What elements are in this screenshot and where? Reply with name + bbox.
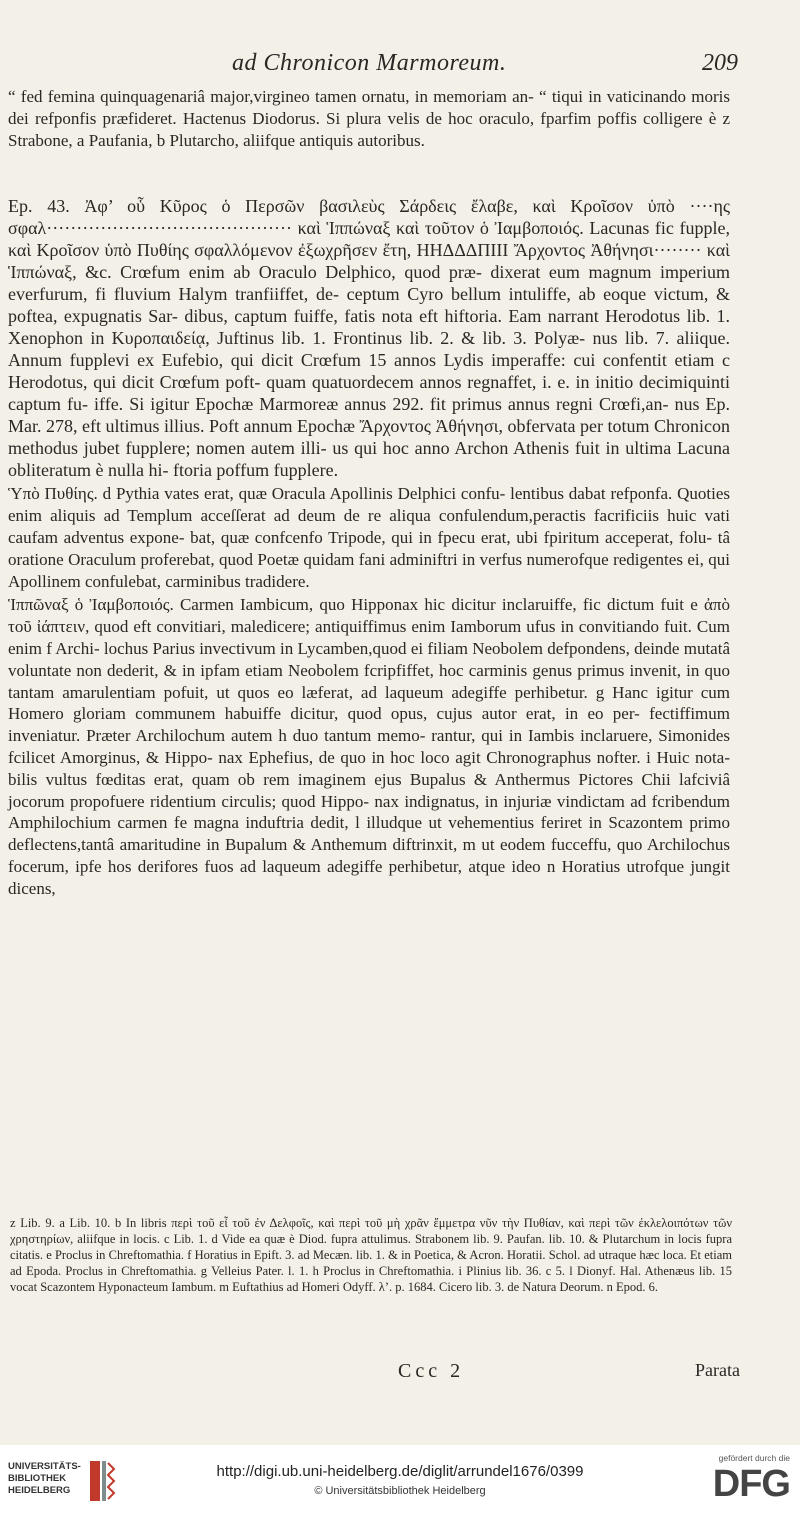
- copyright-notice: © Universitätsbibliothek Heidelberg: [314, 1485, 486, 1497]
- library-name: UNIVERSITÄTS- BIBLIOTHEK HEIDELBERG: [8, 1461, 81, 1496]
- dfg-logo-icon: DFG: [712, 1463, 790, 1505]
- funder-logo[interactable]: [670, 1453, 790, 1509]
- catchword: Parata: [695, 1360, 740, 1380]
- paragraph-hipponax: Ἱππῶναξ ὁ Ἰαμβοποιός. Carmen Iambicum, quo Hipponax hic dicitur inclaruiffe, fic dictum fuit e ἀπὸ τοῦ ἰάπτειν, quod eft convitiari, maledicere; antiquiffimus enim Iamborum ufus in convitiando fuit. Cum enim f Archi- lochus Parius invectivum in Lycamben,quod ei filiam Neobolem defpondens, deinde mutatâ voluntate non dederit, & in ipfam etiam Neobolem fcripfiffet, hoc carminis genus primus invenit, in quo tantam amarulentiam pofuit, ut quos eo læferat, ad laqueum adegiffe perhibetur. g Hanc igitur cum Homero gloriam communem habuiffe dicitur, quod opus, cujus autor erat, in eo per- fectiffimum inveniatur. Præter Archilochum autem h duo tantum memo- rantur, qui in Iambis inclaruere, Simonides fcilicet Amorginus, & Hippo- nax Ephefius, de quo in hoc loco agit Chronographus nofter. i Huic nota- bilis vultus fœditas erat, quam ob rem imaginem ejus Bupalus & Anthermus Pictores Chii lafciviâ jocorum propofuere ridentium circulis; quod Hippo- nax indignatus, in injuriæ vindictam ad fcribendum Amphilochium carmen fe magna induftria dedit, l illudque ut vehementius feriret in Scazontem primo deflectens,tantâ amaritudine in Bupalum & Anthemum diftrinxit, m ut eodem fucceffu, quo Archilochus focerum, ipfe hos derifores fuos ad laqueum adegiffe perhibetur, atque ideo n Horatius utrofque jungit dicens,: [8, 595, 730, 898]
- page-number: 209: [702, 50, 738, 76]
- paragraph-diodorus: “ fed femina quinquagenariâ major,virgineo tamen ornatu, in memoriam an- “ tiqui in vaticinando moris dei refponfis præfideret. Hactenus Diodorus. Si plura velis de hoc oraculo, fparfim poffis colligere è z Strabone, a Paufania, b Plutarcho, aliifque antiquis autoribus.: [8, 87, 730, 150]
- page-footer: [0, 1360, 800, 1388]
- section-gap: [8, 151, 730, 195]
- page-header: [0, 50, 800, 80]
- running-title: ad Chronicon Marmoreum.: [232, 50, 507, 76]
- footnotes: [10, 1215, 732, 1295]
- signature-mark: Ccc 2: [398, 1360, 465, 1382]
- viewer-footer-bar: [0, 1445, 800, 1517]
- main-text: [8, 86, 730, 900]
- paragraph-pythia: Ὑπὸ Πυθίης. d Pythia vates erat, quæ Oracula Apollinis Delphici confu- lentibus dabat refponfa. Quoties enim aliquis ad Templum acceſſerat ad deum de re aliqua confulendum,peractis facrificiis huic vati caufam adventus expone- bat, quæ confcenfo Tripode, qui in fpecu erat, ubi fpiritum acceperat, folu- tâ oratione Oraculum proferebat, quod Poetæ quidam fani adminiftri in verfus numerofque redigentes ei, qui Apollinem confulebat, carminibus tradidere.: [8, 484, 730, 591]
- funder-label: gefördert durch die: [718, 1453, 790, 1463]
- permalink-url[interactable]: http://digi.ub.uni-heidelberg.de/diglit/arrundel1676/0399: [216, 1463, 584, 1480]
- paragraph-epoch-43: Ep. 43. Ἀφ’ οὗ Κῦρος ὁ Περσῶν βασιλεὺς Σάρδεις ἔλαβε, καὶ Κροῖσον ὑπὸ ····ης σφαλ········································· καὶ Ἱππώναξ καὶ τοῦτον ὁ Ἰαμβοποιός. Lacunas fic fupple, καὶ Κροῖσον ὑπὸ Πυθίης σφαλλόμενον ἐξωχρῆσεν ἔτη, ΗΗΔΔΔΠΙΙΙ Ἄρχοντος Ἀθήνησι········ καὶ Ἱππώναξ, &c. Crœfum enim ab Oraculo Delphico, quod præ- dixerat eum magnum imperium everfurum, fi fluvium Halym tranfiiffet, de- ceptum Cyro bellum intuliffe, ab eoque victum, & poftea, expugnatis Sar- dibus, captum fuiffe, fatis nota eft hiftoria. Eam narrant Herodotus lib. 1. Xenophon in Κυροπαιδείᾳ, Juftinus lib. 1. Frontinus lib. 2. & lib. 3. Polyæ- nus lib. 7. aliique. Annum fupplevi ex Eufebio, qui dicit Crœfum 15 annos Lydis imperaffe: cui confentit etiam c Herodotus, qui dicit Crœfum poft- quam quatuordecem annos regnaffet, i. e. in initio decimiquinti captum fu- iffe. Si igitur Epochæ Marmoreæ annus 292. fit primus annus regni Crœfi,an- nus Ep. Mar. 278, eft ultimus illius. Poft annum Epochæ Ἄρχοντος Ἀθήνησι, obfervata per totum Chronicon methodus jubet fupplere; nomen autem illi- us qui hoc anno Archon Athenis fuit in ultima Lacuna obliteratum è nulla hi- ftoria poffum fupplere.: [8, 196, 730, 481]
- footnote-text: z Lib. 9. a Lib. 10. b In libris περὶ τοῦ εἶ τοῦ ἐν Δελφοῖς, καὶ περὶ τοῦ μὴ χρᾶν ἔμμετρα νῦν τὴν Πυθίαν, καὶ περὶ τῶν ἐκλελοιπότων τῶν χρηστηρίων, aliifque in locis. c Lib. 1. d Vide ea quæ è Diod. fupra attulimus. Strabonem lib. 9. Paufan. lib. 10. & Plutarchum in locis fupra citatis. e Proclus in Chreftomathia. f Horatius in Epift. 3. ad Mecæn. lib. 1. & in Poetica, & Acron. Horatii. Schol. ad utraque hæc loca. Et etiam ad Epoda. Proclus in Chreftomathia. g Velleius Pater. l. 1. h Proclus in Chreftomathia. i Plinius lib. 36. c 5. l Dionyf. Hal. Athenæus lib. 15 vocat Scazontem Hyponacteum Iambum. m Euftathius ad Homeri Odyff. λ’. p. 1684. Cicero lib. 3. de Natura Deorum. n Epod. 6.: [10, 1216, 732, 1294]
